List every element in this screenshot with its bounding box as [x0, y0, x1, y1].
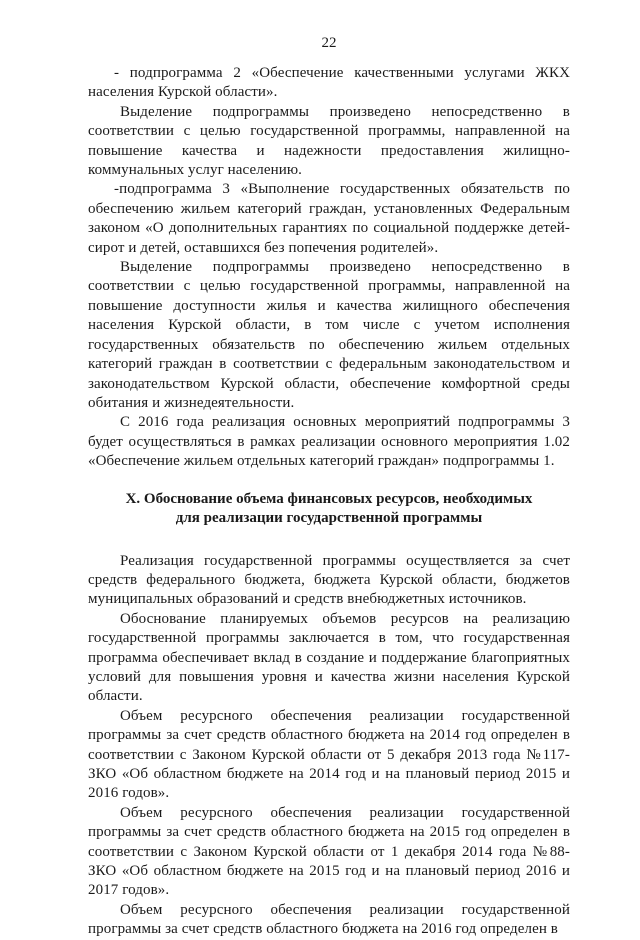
paragraph-funding-sources: Реализация государственной программы осуществляется за счет средств федерального бюджета, бюджета Курской области, бюджетов муниципальных образований и средств внебюджетных источников.	[88, 552, 570, 608]
page-number: 22	[321, 35, 337, 51]
paragraph-budget-2015: Объем ресурсного обеспечения реализации государственной программы за счет средств областного бюджета на 2015 год определен в соответствии с Законом Курской области от 1 декабря 2014 года №88-ЗКО «Об областном бюджете на 2015 год и на плановый период 2016 и 2017 годов».	[88, 804, 570, 899]
paragraph-subprogram-2-rationale: Выделение подпрограммы произведено непосредственно в соответствии с целью государственной программы, направленной на повышение качества и надежности предоставления жилищно-коммунальных услуг населению.	[88, 103, 570, 179]
paragraph-budget-2014: Объем ресурсного обеспечения реализации государственной программы за счет средств областного бюджета на 2014 год определен в соответствии с Законом Курской области от 5 декабря 2013 года №117-ЗКО «Об областном бюджете на 2014 год и на плановый период 2015 и 2016 годов».	[88, 707, 570, 802]
paragraph-subprogram-3: -подпрограмма 3 «Выполнение государственных обязательств по обеспечению жильем категорий граждан, установленных Федеральным законом «О дополнительных гарантиях по социальной поддержке детей-сирот и детей, оставшихся без попечения родителей».	[88, 181, 570, 256]
section-heading	[88, 490, 570, 528]
section-heading-line-1: X. Обоснование объема финансовых ресурсов, необходимых	[125, 490, 533, 507]
paragraph-subprogram-2: - подпрограмма 2 «Обеспечение качественными услугами ЖКХ населения Курской области».	[88, 65, 570, 101]
section-heading-line-2: для реализации государственной программы	[175, 509, 483, 526]
paragraph-2016-implementation: С 2016 года реализация основных мероприятий подпрограммы 3 будет осуществляться в рамках реализации основного мероприятия 1.02 «Обеспечение жильем отдельных категорий граждан» подпрограммы 1.	[88, 414, 570, 470]
document-page	[88, 34, 570, 940]
paragraph-resource-rationale: Обоснование планируемых объемов ресурсов на реализацию государственной программы заключается в том, что государственная программа обеспечивает вклад в создание и поддержание благоприятных условий для повышения уровня и качества жизни населения Курской области.	[88, 610, 570, 705]
paragraph-budget-2016: Объем ресурсного обеспечения реализации государственной программы за счет средств областного бюджета на 2016 год определен в	[88, 901, 570, 938]
paragraph-subprogram-3-rationale: Выделение подпрограммы произведено непосредственно в соответствии с целью государственной программы, направленной на повышение доступности жилья и качества жилищного обеспечения населения Курской области, в том числе с учетом исполнения государственных обязательств по обеспечению жильем отдельных категорий граждан в соответствии с федеральным законодательством и законодательством Курской области, обеспечение комфортной среды обитания и жизнедеятельности.	[88, 259, 570, 411]
